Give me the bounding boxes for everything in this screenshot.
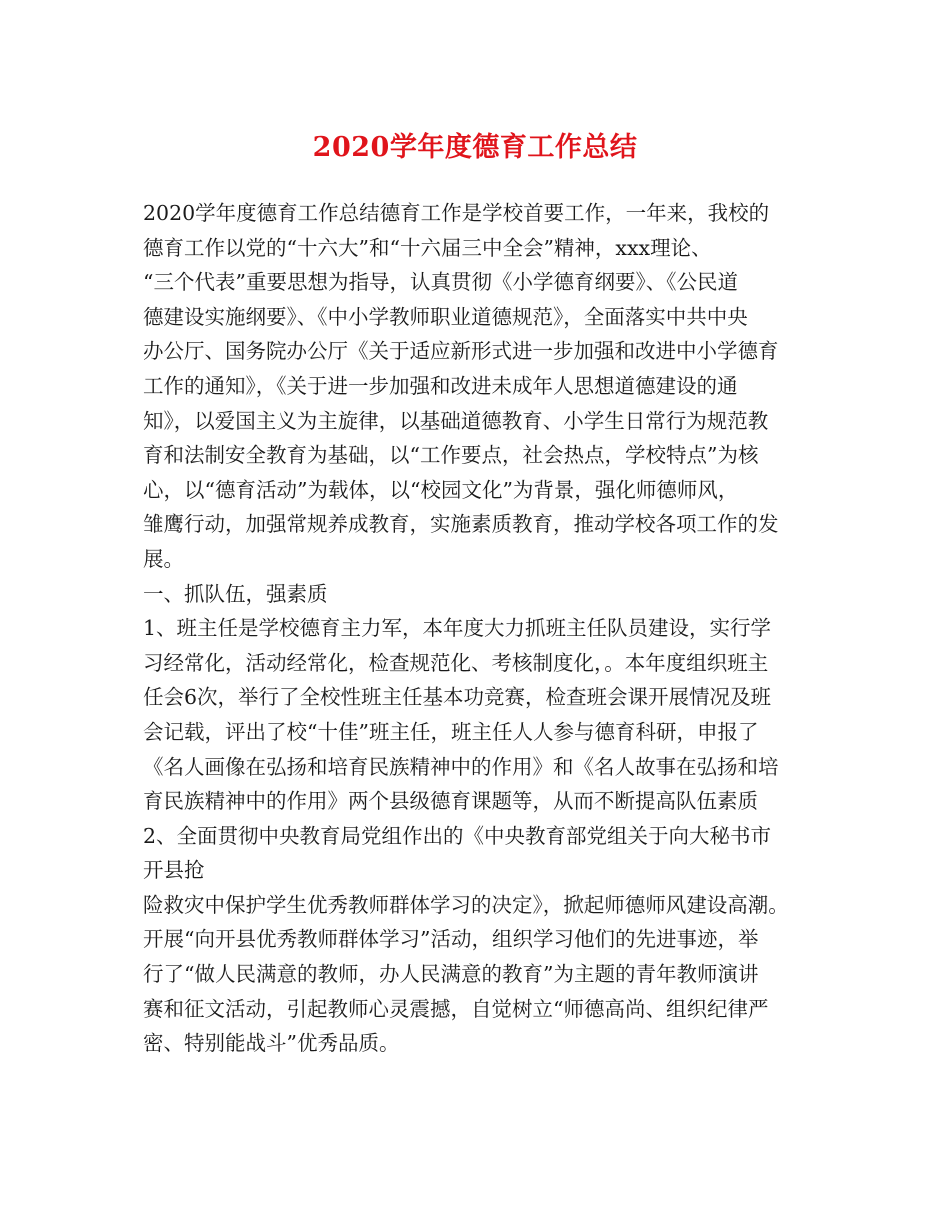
body-line: 雏鹰行动，加强常规养成教育，实施素质教育，推动学校各项工作的发 xyxy=(143,512,779,537)
body-line: 2020学年度德育工作总结德育工作是学校首要工作，一年来，我校的 xyxy=(143,201,770,225)
body-line: 赛和征文活动，引起教师心灵震撼，自觉树立“师德高尚、组织纪律严 xyxy=(143,996,769,1021)
body-line: 一、抓队伍，强素质 xyxy=(143,581,328,606)
body-line: 办公厅、国务院办公厅《关于适应新形式进一步加强和改进中小学德育 xyxy=(143,339,779,364)
body-line: 密、特别能战斗”优秀品质。 xyxy=(143,1031,400,1056)
body-line: 育和法制安全教育为基础，以“工作要点，社会热点，学校特点”为核 xyxy=(143,443,759,468)
document-body xyxy=(143,196,823,1061)
body-line: 行了“做人民满意的教师，办人民满意的教育”为主题的青年教师演讲 xyxy=(143,962,759,987)
body-line: 1、班主任是学校德育主力军，本年度大力抓班主任队员建设，实行学 xyxy=(143,616,772,641)
document-title: 2020学年度德育工作总结 xyxy=(312,132,638,163)
body-line: 心，以“德育活动”为载体，以“校园文化”为背景，强化师德师风， xyxy=(143,477,739,502)
body-line: 2、全面贯彻中央教育局党组作出的《中央教育部党组关于向大秘书市 xyxy=(143,823,772,848)
body-line: 《名人画像在弘扬和培育民族精神中的作用》和《名人故事在弘扬和培 xyxy=(143,754,779,779)
body-line: 知》，以爱国主义为主旋律，以基础道德教育、小学生日常行为规范教 xyxy=(143,408,769,433)
body-line: 险救灾中保护学生优秀教师群体学习的决定》，掀起师德师风建设高潮。 xyxy=(143,892,789,917)
body-line: 会记载，评出了校“十佳”班主任，班主任人人参与德育科研，申报了 xyxy=(143,719,759,744)
body-line: 习经常化，活动经常化，检查规范化、考核制度化，。本年度组织班主 xyxy=(143,650,769,675)
body-line: 育民族精神中的作用》两个县级德育课题等，从而不断提高队伍素质 xyxy=(143,789,758,814)
body-line: 德育工作以党的“十六大”和“十六届三中全会”精神，xxx理论、 xyxy=(143,235,712,260)
body-line: “三个代表”重要思想为指导，认真贯彻《小学德育纲要》、《公民道 xyxy=(143,270,738,295)
body-line: 德建设实施纲要》、《中小学教师职业道德规范》，全面落实中共中央 xyxy=(143,304,748,329)
body-line: 任会6次，举行了全校性班主任基本功竞赛，检查班会课开展情况及班 xyxy=(143,685,772,710)
body-line: 展。 xyxy=(143,546,184,571)
body-line: 开县抢 xyxy=(143,858,205,883)
body-line: 工作的通知》，《关于进一步加强和改进未成年人思想道德建设的通 xyxy=(143,373,738,398)
body-line: 开展“向开县优秀教师群体学习”活动，组织学习他们的先进事迹，举 xyxy=(143,927,759,952)
